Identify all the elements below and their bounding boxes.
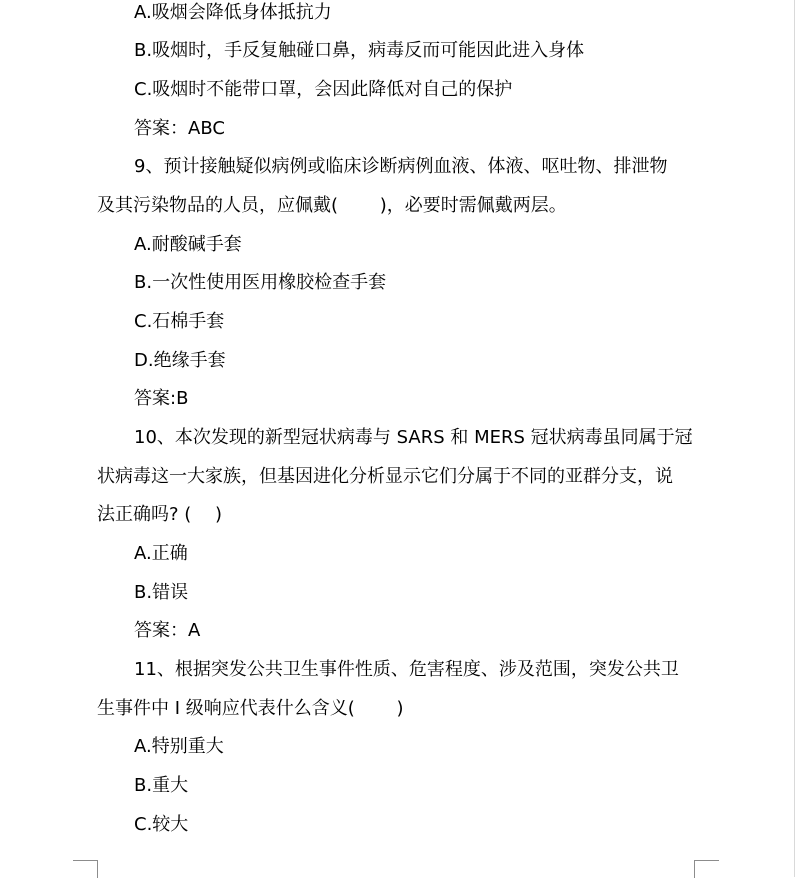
question-9-text-continued: 及其污染物品的人员，应佩戴( )，必要时需佩戴两层。	[97, 195, 567, 216]
answer-text: 答案：A	[134, 620, 201, 641]
option-b-text: B.重大	[134, 775, 189, 796]
option-a-text: A.正确	[134, 543, 188, 564]
page-corner-mark-left	[73, 860, 98, 878]
option-b-text: B.吸烟时，手反复触碰口鼻，病毒反而可能因此进入身体	[134, 40, 585, 61]
question-9-text: 9、预计接触疑似病例或临床诊断病例血液、体液、呕吐物、排泄物	[134, 156, 668, 177]
question-10-text-continued: 状病毒这一大家族，但基因进化分析显示它们分属于不同的亚群分支，说	[97, 466, 673, 487]
question-10-text-continued: 法正确吗? ( )	[97, 504, 223, 525]
option-a-text: A.特别重大	[134, 736, 224, 757]
option-c-text: C.吸烟时不能带口罩，会因此降低对自己的保护	[134, 79, 513, 100]
option-c-text: C.石棉手套	[134, 311, 225, 332]
question-10-text: 10、本次发现的新型冠状病毒与 SARS 和 MERS 冠状病毒虽同属于冠	[134, 427, 693, 448]
option-a-text: A.吸烟会降低身体抵抗力	[134, 2, 332, 23]
option-c-text: C.较大	[134, 814, 189, 835]
option-b-text: B.一次性使用医用橡胶检查手套	[134, 272, 387, 293]
page-corner-mark-right	[694, 860, 719, 878]
answer-text: 答案:B	[134, 388, 189, 409]
option-a-text: A.耐酸碱手套	[134, 234, 242, 255]
option-b-text: B.错误	[134, 582, 189, 603]
option-d-text: D.绝缘手套	[134, 350, 226, 371]
question-11-text: 11、根据突发公共卫生事件性质、危害程度、涉及范围，突发公共卫	[134, 659, 679, 680]
answer-text: 答案：ABC	[134, 118, 225, 139]
question-11-text-continued: 生事件中 I 级响应代表什么含义( )	[97, 698, 404, 719]
